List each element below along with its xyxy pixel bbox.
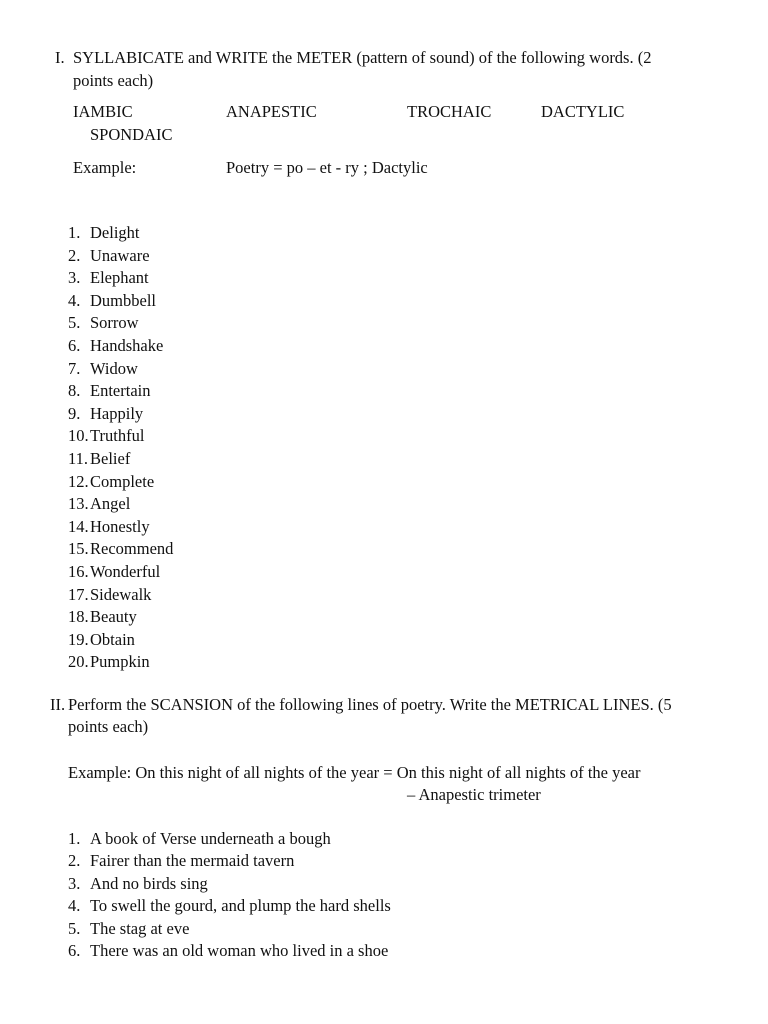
word-text: Sidewalk	[90, 584, 152, 604]
section-2-heading: Perform the SCANSION of the following lines of poetry. Write the METRICAL LINES. (5	[68, 695, 672, 714]
item-number: 5.	[68, 918, 81, 938]
poetry-line-text: There was an old woman who lived in a shoe	[90, 940, 389, 960]
meter-trochaic: TROCHAIC	[407, 102, 492, 121]
word-text: Happily	[90, 403, 144, 423]
meter-anapestic: ANAPESTIC	[226, 102, 317, 121]
section-1-numeral: I.	[55, 48, 65, 67]
meter-dactylic: DACTYLIC	[541, 102, 625, 121]
item-number: 17.	[68, 584, 89, 604]
word-text: Angel	[90, 494, 131, 514]
scansion-example: Example: On this night of all nights of the year = On this night of all nights of the year	[68, 763, 641, 782]
poetry-line-text: And no birds sing	[90, 873, 208, 893]
item-number: 13.	[68, 494, 89, 514]
section-2-heading-cont: points each)	[68, 717, 149, 736]
item-number: 3.	[68, 268, 81, 288]
item-number: 5.	[68, 313, 81, 333]
section-1-heading: SYLLABICATE and WRITE the METER (pattern of sound) of the following words. (2	[73, 48, 652, 67]
item-number: 4.	[68, 290, 81, 310]
poetry-line-text: Fairer than the mermaid tavern	[90, 851, 295, 871]
word-text: Recommend	[90, 539, 174, 559]
item-number: 6.	[68, 335, 81, 355]
word-text: Dumbbell	[90, 290, 156, 310]
poetry-line-text: A book of Verse underneath a bough	[90, 829, 331, 848]
example-label: Example:	[73, 158, 137, 177]
item-number: 7.	[68, 358, 81, 378]
item-number: 16.	[68, 561, 89, 581]
item-number: 10.	[68, 426, 89, 446]
word-text: Delight	[90, 223, 140, 242]
item-number: 20.	[68, 652, 89, 672]
word-text: Truthful	[90, 426, 145, 446]
item-number: 3.	[68, 873, 81, 893]
word-text: Pumpkin	[90, 652, 150, 672]
word-text: Unaware	[90, 245, 150, 265]
item-number: 2.	[68, 245, 81, 265]
word-text: Belief	[90, 448, 131, 468]
item-number: 14.	[68, 516, 89, 536]
meter-spondaic: SPONDAIC	[90, 125, 173, 144]
item-number: 15.	[68, 539, 89, 559]
item-number: 1.	[68, 223, 81, 242]
item-number: 18.	[68, 607, 89, 627]
item-number: 1.	[68, 829, 81, 848]
word-text: Complete	[90, 471, 155, 491]
scansion-example-meter: – Anapestic trimeter	[407, 785, 541, 804]
item-number: 9.	[68, 403, 81, 423]
item-number: 12.	[68, 471, 89, 491]
word-text: Wonderful	[90, 561, 161, 581]
item-number: 8.	[68, 381, 81, 401]
word-text: Beauty	[90, 607, 137, 627]
section-2-numeral: II.	[50, 695, 66, 714]
word-text: Widow	[90, 358, 138, 378]
example-text: Poetry = po – et - ry ; Dactylic	[226, 158, 428, 177]
word-text: Handshake	[90, 335, 164, 355]
poetry-line-text: The stag at eve	[90, 918, 190, 938]
item-number: 19.	[68, 629, 89, 649]
word-text: Elephant	[90, 268, 149, 288]
item-number: 6.	[68, 940, 81, 960]
poetry-line-text: To swell the gourd, and plump the hard shells	[90, 896, 391, 916]
word-text: Obtain	[90, 629, 135, 649]
item-number: 2.	[68, 851, 81, 871]
word-text: Entertain	[90, 381, 151, 401]
word-text: Honestly	[90, 516, 150, 536]
item-number: 4.	[68, 896, 81, 916]
item-number: 11.	[68, 448, 89, 468]
word-text: Sorrow	[90, 313, 139, 333]
section-1-heading-cont: points each)	[73, 71, 154, 90]
meter-iambic: IAMBIC	[73, 102, 133, 121]
